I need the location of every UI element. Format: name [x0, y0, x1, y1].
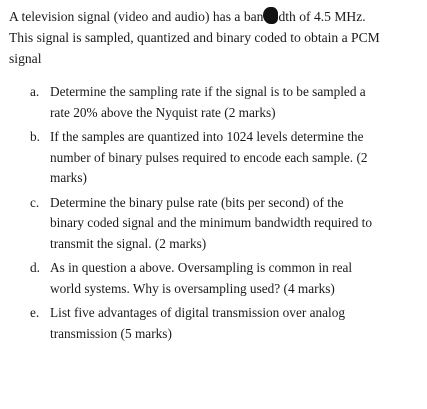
- part-marker: c.: [30, 194, 40, 210]
- intro-line: signal: [9, 51, 42, 66]
- question-part-b: [30, 127, 420, 189]
- question-intro: [9, 6, 419, 69]
- question-part-c: [30, 193, 420, 255]
- part-line: As in question a above. Oversampling is common in real: [50, 260, 353, 275]
- intro-line: This signal is sampled, quantized and binary coded to obtain a PCM: [9, 30, 380, 45]
- part-line: List five advantages of digital transmission over analog: [50, 305, 346, 320]
- part-line: world systems. Why is oversampling used? (4 marks): [50, 280, 335, 296]
- part-line: transmission (5 marks): [50, 325, 172, 341]
- question-part-e: [30, 303, 420, 344]
- part-line: rate 20% above the Nyquist rate (2 marks): [50, 104, 276, 120]
- part-line: marks): [50, 170, 87, 185]
- part-line: transmit the signal. (2 marks): [50, 235, 207, 251]
- intro-text-before-blot: A television signal (video and audio) has a ban: [9, 9, 264, 24]
- part-line: Determine the sampling rate if the signal is to be sampled a: [50, 84, 366, 99]
- question-parts-list: [30, 82, 420, 348]
- part-marker: a.: [30, 84, 40, 99]
- part-marker: b.: [30, 129, 40, 144]
- part-line: number of binary pulses required to encode each sample. (2: [50, 149, 368, 165]
- intro-text-after-blot: dth of 4.5 MHz.: [278, 9, 366, 24]
- ink-blot: [263, 7, 278, 24]
- part-marker: d.: [30, 260, 40, 275]
- part-line: If the samples are quantized into 1024 levels determine the: [50, 129, 364, 144]
- question-part-a: [30, 82, 420, 123]
- question-part-d: [30, 258, 420, 299]
- part-marker: e.: [30, 305, 40, 320]
- part-line: Determine the binary pulse rate (bits per second) of the: [50, 194, 344, 210]
- part-line: binary coded signal and the minimum bandwidth required to: [50, 215, 373, 230]
- intro-line: [9, 6, 419, 27]
